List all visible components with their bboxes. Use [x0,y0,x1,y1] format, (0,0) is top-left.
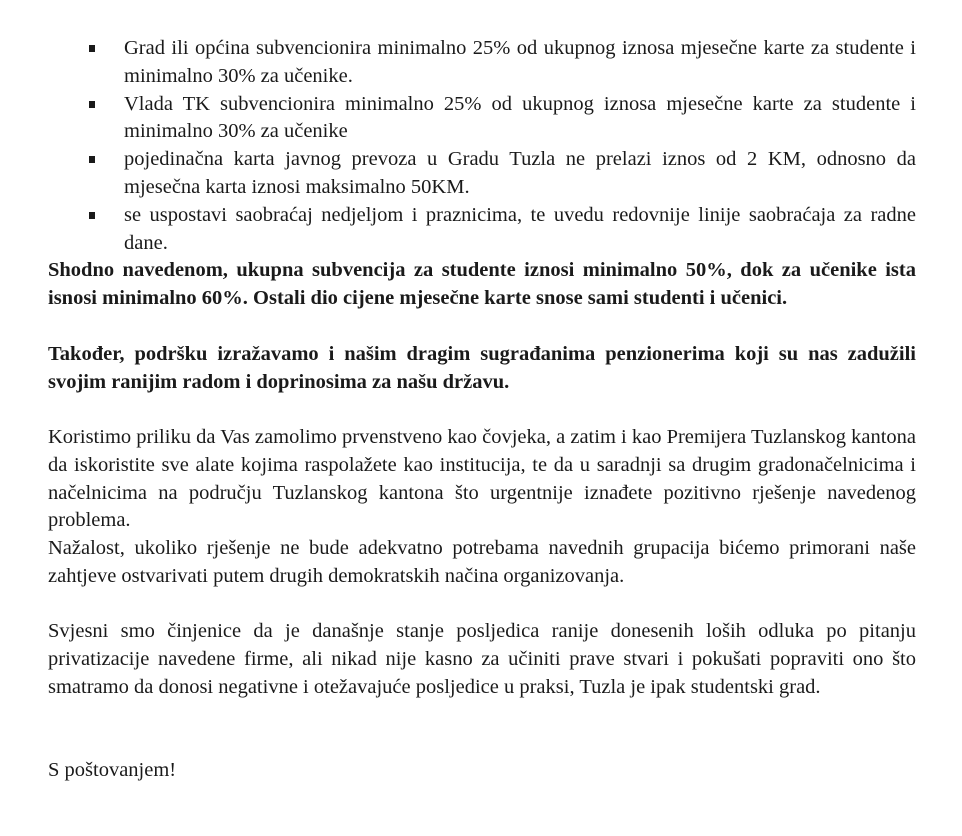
square-bullet-icon [89,156,95,163]
bullet-item [48,202,916,258]
bullet-text: pojedinačna karta javnog prevoza u Gradu Tuzla ne prelazi iznos od 2 KM, odnosno da mjesečna karta iznosi maksimalno 50KM. [124,148,916,198]
bullet-item [48,91,916,147]
subsidy-summary-paragraph: Shodno navedenom, ukupna subvencija za studente iznosi minimalno 50%, dok za učenike ista isnosi minimalno 60%. Ostali dio cijene mjesečne karte snose sami studenti i učenici. [48,259,916,309]
warning-paragraph: Nažalost, ukoliko rješenje ne bude adekvatno potrebama navednih grupacija bićemo primorani naše zahtjeve ostvarivati putem drugih demokratskih načina organizovanja. [48,537,916,587]
closing-salutation: S poštovanjem! [48,759,177,781]
bullet-list [48,35,916,257]
bullet-item [48,146,916,202]
conclusion-paragraph: Svjesni smo činjenice da je današnje stanje posljedica ranije donesenih loših odluka po pitanju privatizacije navedene firme, ali nikad nije kasno za učiniti prave stvari i pokušati popraviti ono što smatramo da donosi negativne i otežavajuće posljedice u praksi, Tuzla je ipak studentski grad. [48,620,916,698]
request-paragraph: Koristimo priliku da Vas zamolimo prvenstveno kao čovjeka, a zatim i kao Premijera Tuzlanskog kantona da iskoristite sve alate kojima raspolažete kao institucija, te da u saradnji sa drugim gradonačelnicima i načelnicima na području Tuzlanskog kantona što urgentnije iznađete pozitivno rješenje navedenog problema. [48,426,916,532]
bullet-text: Vlada TK subvencionira minimalno 25% od ukupnog iznosa mjesečne karte za studente i minimalno 30% za učenike [124,92,916,143]
bullet-item [48,35,916,91]
pensioner-support-paragraph: Također, podršku izražavamo i našim dragim sugrađanima penzionerima koji su nas zadužili svojim ranijim radom i doprinosima za našu državu. [48,343,916,393]
square-bullet-icon [89,101,95,108]
square-bullet-icon [89,45,95,52]
bullet-text: se uspostavi saobraćaj nedjeljom i praznicima, te uvedu redovnije linije saobraćaja za radne dane. [124,203,916,254]
bullet-text: Grad ili općina subvencionira minimalno 25% od ukupnog iznosa mjesečne karte za studente i minimalno 30% za učenike. [124,37,916,87]
square-bullet-icon [89,212,95,219]
